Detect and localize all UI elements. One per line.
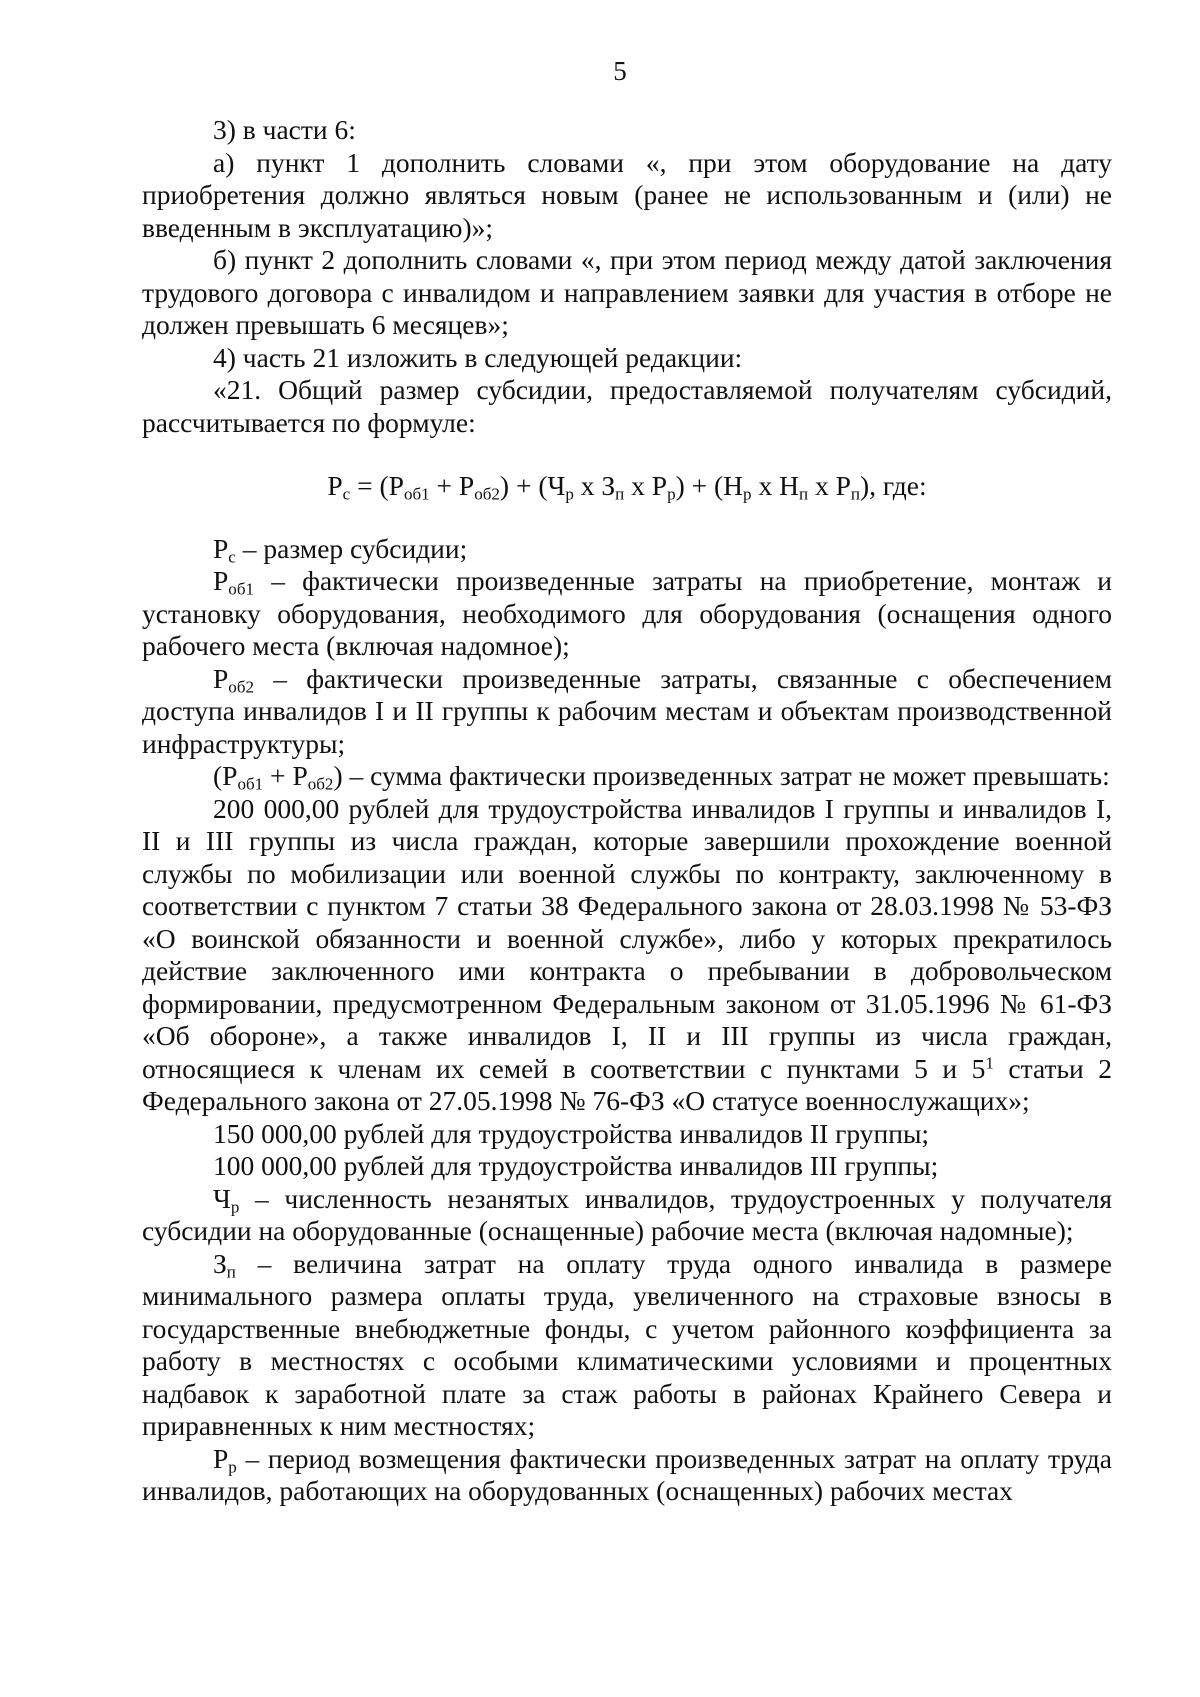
limit-100000: 100 000,00 рублей для трудоустройства инвалидов III группы;: [213, 1150, 939, 1181]
paragraph-item-b: б) пункт 2 дополнить словами «, при этом период между датой заключения трудового договора с инвалидом и направлением заявки для участия в отборе не должен превышать 6 месяцев»;: [142, 244, 1112, 340]
subsidy-formula: $P_с = (P_{об1} + P_{об2}) + (Ч_р$ х $З_п$ х $P_р) + (Н_р$ х $Н_п$ х $P_п$), где:: [327, 470, 927, 504]
limit-200000: 200 000,00 рублей для трудоустройства инвалидов I группы и инвалидов I, II и III группы из числа граждан, которые завершили прохождение военной службы по мобилизации или военной службы по контракту, заключенному в соответствии с пунктом 7 статьи 38 Федерального закона от 28.03.1998 № 53-ФЗ «О воинской обязанности и военной службе», либо у которых прекратилось действие заключенного ими контракта о пребывании в добровольческом формировании, предусмотренном Федеральным законом от 31.05.1996 № 61-ФЗ «Об обороне», а также инвалидов I, II и III группы из числа граждан, относящиеся к членам их семей в соответствии с пунктами 5 и $5^1$ статьи 2 Федерального закона от 27.05.1998 № 76-ФЗ «О статусе военнослужащих»;: [142, 792, 1112, 1116]
definition-sum-limit: $(P_{об1} + P_{об2})$ – сумма фактически произведенных затрат не может превышать:: [213, 760, 1110, 794]
paragraph-part21: 4) часть 21 изложить в следующей редакции:: [213, 341, 743, 373]
definition-rr: $P_р$ – период возмещения фактически произведенных затрат на оплату труда инвалидов, работающих на оборудованных (оснащенных) рабочих местах: [142, 1442, 1112, 1506]
definition-rob2: $P_{об2}$ – фактически произведенные затраты, связанные с обеспечением доступа инвалидов I и II группы к рабочим местам и объектам производственной инфраструктуры;: [142, 662, 1112, 759]
document-body: [142, 114, 1112, 1508]
paragraph-item-a: а) пункт 1 дополнить словами «, при этом оборудование на дату приобретения должно являться новым (ранее не использованным и (или) не введенным в эксплуатацию)»;: [142, 146, 1112, 243]
definition-zp: $З_п$ – величина затрат на оплату труда одного инвалида в размере минимального размера оплаты труда, увеличенного на страховые взносы в государственные внебюджетные фонды, с учетом районного коэффициента за работу в местностях с особыми климатическими условиями и процентных надбавок к заработной плате за стаж работы в районах Крайнего Севера и приравненных к ним местностях;: [142, 1247, 1112, 1441]
paragraph-21-intro: «21. Общий размер субсидии, предоставляемой получателям субсидий, рассчитывается по формуле:: [142, 374, 1112, 438]
paragraph-part6: 3) в части 6:: [213, 114, 356, 145]
definition-chr: $Ч_р$ – численность незанятых инвалидов, трудоустроенных у получателя субсидии на оборудованные (оснащенные) рабочие места (включая надомные);: [142, 1182, 1112, 1246]
limit-150000: 150 000,00 рублей для трудоустройства инвалидов II группы;: [213, 1117, 930, 1149]
definition-rob1: $P_{об1}$ – фактически произведенные затраты на приобретение, монтаж и установку оборудования, необходимого для оборудования (оснащения одного рабочего места (включая надомное);: [142, 565, 1112, 661]
page-number: 5: [613, 56, 627, 86]
definition-rc: $P_с$ – размер субсидии;: [213, 532, 468, 566]
